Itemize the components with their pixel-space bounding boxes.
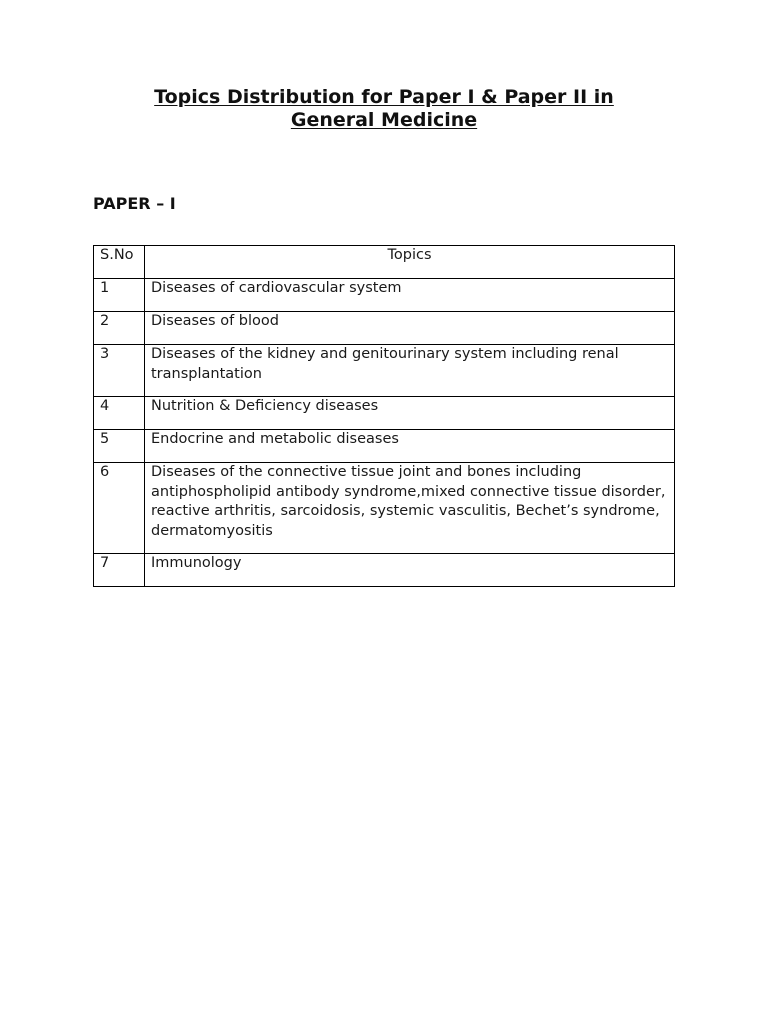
row-sno: 6: [94, 463, 145, 554]
row-topic: Diseases of cardiovascular system: [145, 279, 675, 312]
row-sno: 1: [94, 279, 145, 312]
row-sno: 2: [94, 312, 145, 345]
table-row: [94, 312, 675, 345]
table-row: [94, 397, 675, 430]
row-topic: Nutrition & Deficiency diseases: [145, 397, 675, 430]
row-sno: 3: [94, 345, 145, 397]
table-row: [94, 554, 675, 587]
column-header-sno: S.No: [94, 246, 145, 279]
table-row: [94, 430, 675, 463]
document-title-line-1: Topics Distribution for Paper I & Paper II in: [154, 86, 614, 108]
document-title: [0, 86, 768, 132]
table-row: [94, 345, 675, 397]
row-sno: 5: [94, 430, 145, 463]
column-header-topics: Topics: [145, 246, 675, 279]
section-heading-paper-1: PAPER – I: [93, 194, 176, 213]
table-row: [94, 463, 675, 554]
row-topic: Diseases of blood: [145, 312, 675, 345]
row-topic: Diseases of the connective tissue joint and bones including antiphospholipid antibody syndrome,mixed connective tissue disorder, reactive arthritis, sarcoidosis, systemic vasculitis, Bechet’s syndrome, dermatomyositis: [145, 463, 675, 554]
table-header-row: [94, 246, 675, 279]
row-topic: Immunology: [145, 554, 675, 587]
row-sno: 7: [94, 554, 145, 587]
row-topic: Diseases of the kidney and genitourinary system including renal transplantation: [145, 345, 675, 397]
table-row: [94, 279, 675, 312]
row-topic: Endocrine and metabolic diseases: [145, 430, 675, 463]
document-title-line-2: General Medicine: [290, 109, 478, 131]
topics-table: [93, 245, 675, 587]
row-sno: 4: [94, 397, 145, 430]
